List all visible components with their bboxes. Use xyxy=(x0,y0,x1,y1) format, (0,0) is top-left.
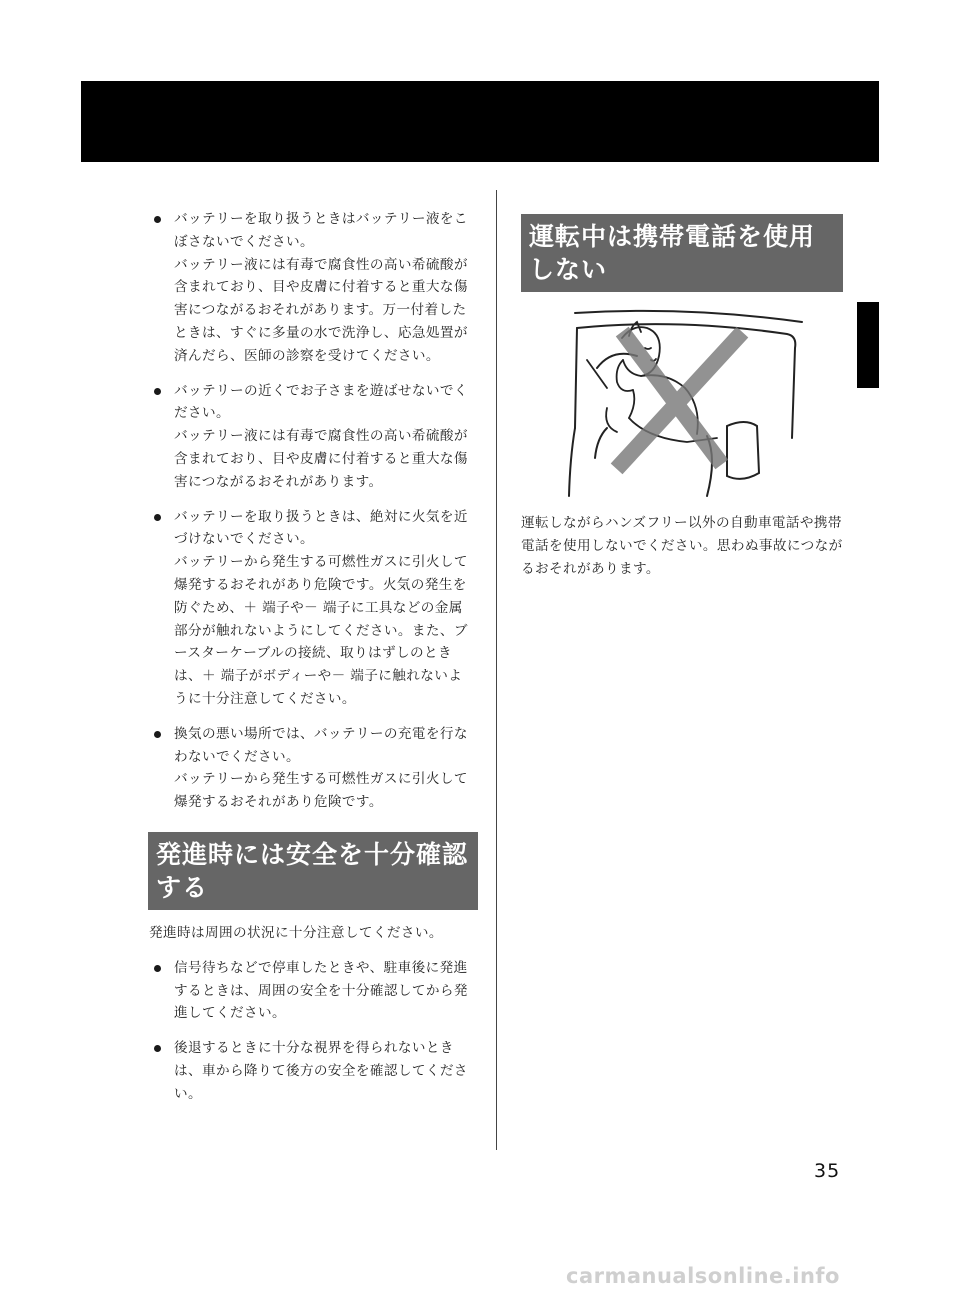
bullet-icon xyxy=(154,216,161,223)
chapter-tab xyxy=(857,302,879,388)
section-heading-no-phone: 運転中は携帯電話を使用しない xyxy=(521,214,843,292)
section-intro: 発進時は周囲の状況に十分注意してください。 xyxy=(149,924,443,941)
battery-warnings xyxy=(152,208,474,814)
bullet-text: 信号待ちなどで停車したときや、駐車後に発進するときは、周囲の安全を十分確認してから発進してください。 xyxy=(174,959,468,1022)
bullet-detail: バッテリーから発生する可燃性ガスに引火して爆発するおそれがあり危険です。 xyxy=(174,771,468,811)
bullet-icon xyxy=(154,1045,161,1052)
bullet-text: 換気の悪い場所では、バッテリーの充電を行なわないでください。 xyxy=(174,725,468,765)
list-item xyxy=(152,506,474,711)
bullet-icon xyxy=(154,514,161,521)
bullet-detail: バッテリー液には有毒で腐食性の高い希硫酸が含まれており、目や皮膚に付着すると重大な傷害につながるおそれがあります。 xyxy=(174,428,468,490)
bullet-detail: バッテリーから発生する可燃性ガスに引火して爆発するおそれがあり危険です。火気の発生を防ぐため、＋ 端子や－ 端子に工具などの金属部分が触れないようにしてください。また、ブースターケーブルの接続、取りはずしのときは、＋ 端子がボディーや－ 端子に触れないように十分注意してください。 xyxy=(174,554,468,707)
bullet-text: 後退するときに十分な視界を得られないときは、車から降りて後方の安全を確認してください。 xyxy=(174,1040,468,1102)
watermark: carmanualsonline.info xyxy=(566,1264,840,1288)
bullet-text: バッテリーを取り扱うときは、絶対に火気を近づけないでください。 xyxy=(174,508,468,548)
left-column xyxy=(149,208,474,1118)
start-safety-list xyxy=(152,957,474,1106)
no-phone-while-driving-illustration xyxy=(567,308,807,498)
column-divider xyxy=(496,190,497,1150)
header-bar xyxy=(81,81,879,162)
list-item xyxy=(152,957,474,1025)
list-item xyxy=(152,723,474,814)
bullet-icon xyxy=(154,965,161,972)
list-item xyxy=(152,208,474,368)
cross-mark xyxy=(622,338,737,463)
list-item xyxy=(152,380,474,494)
list-item xyxy=(152,1037,474,1105)
bullet-detail: バッテリー液には有毒で腐食性の高い希硫酸が含まれており、目や皮膚に付着すると重大な傷害につながるおそれがあります。万一付着したときは、すぐに多量の水で洗浄し、応急処置が済んだら、医師の診察を受けてください。 xyxy=(174,256,468,364)
right-column xyxy=(521,214,843,580)
bullet-icon xyxy=(154,731,161,738)
bullet-text: バッテリーを取り扱うときはバッテリー液をこぼさないでください。 xyxy=(174,211,468,250)
section-heading-start-safety: 発進時には安全を十分確認する xyxy=(148,832,478,910)
page-number: 35 xyxy=(814,1160,841,1182)
bullet-text: バッテリーの近くでお子さまを遊ばせないでください。 xyxy=(174,382,468,422)
no-phone-caption: 運転しながらハンズフリー以外の自動車電話や携帯電話を使用しないでください。思わぬ事故につながるおそれがあります。 xyxy=(521,515,843,577)
bullet-icon xyxy=(154,388,161,395)
